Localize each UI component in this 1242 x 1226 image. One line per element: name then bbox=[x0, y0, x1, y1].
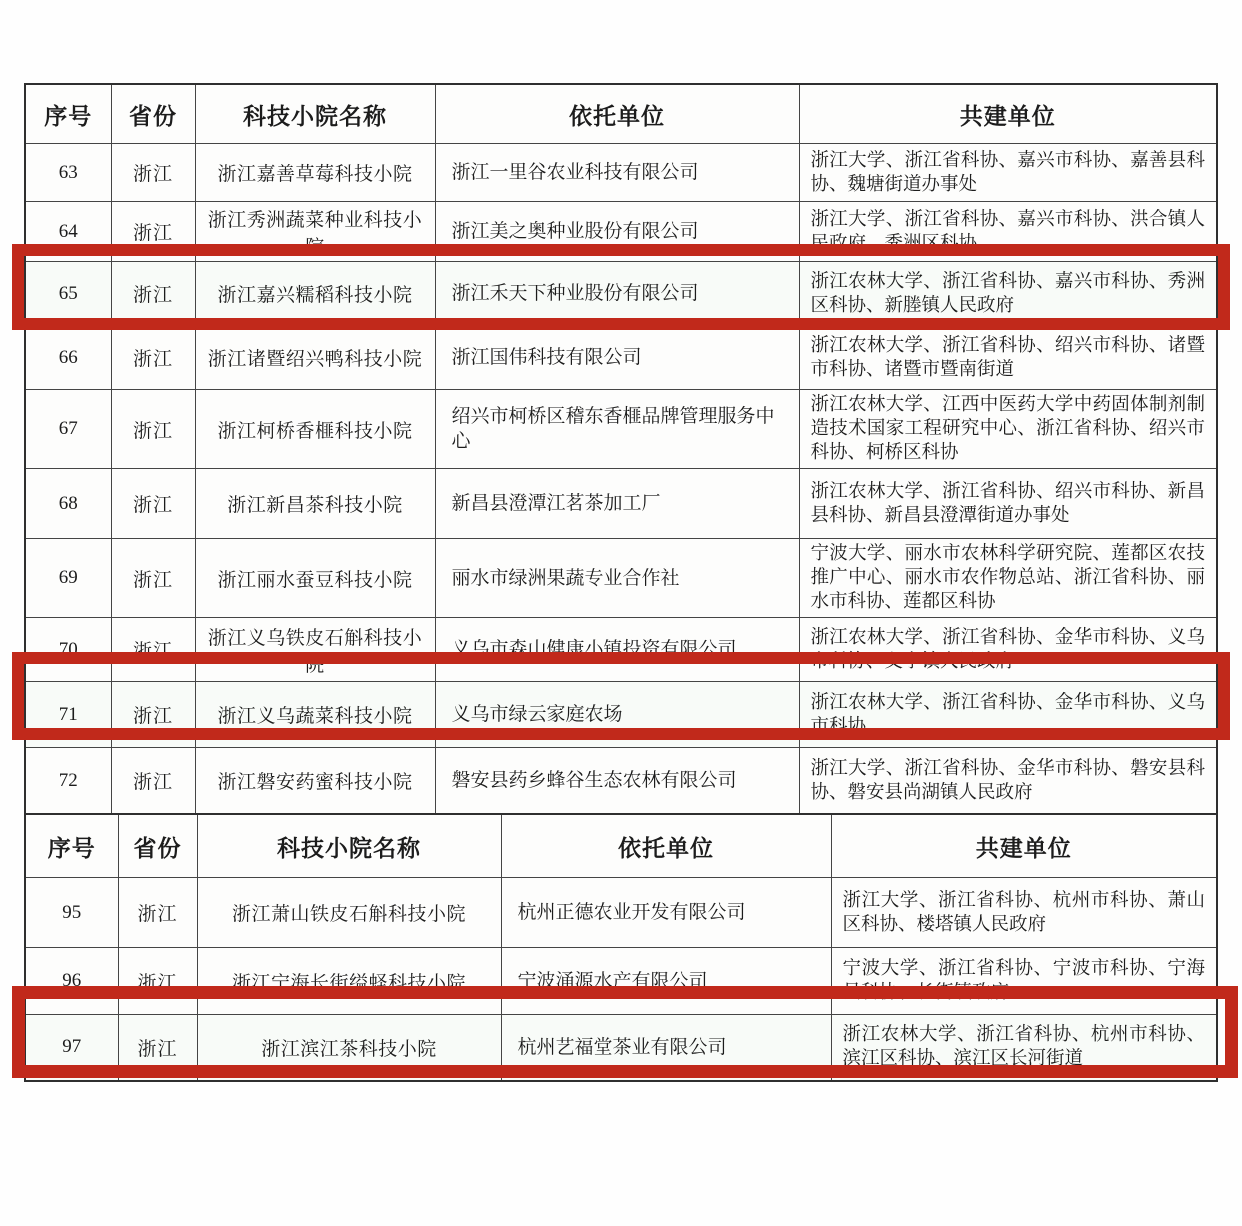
table-row bbox=[25, 202, 1217, 262]
cell-name: 浙江诸暨绍兴鸭科技小院 bbox=[195, 326, 435, 390]
cell-province: 浙江 bbox=[111, 748, 195, 814]
cell-province: 浙江 bbox=[111, 682, 195, 748]
table-row bbox=[25, 878, 1217, 948]
cell-partner-units: 浙江农林大学、浙江省科协、嘉兴市科协、秀洲区科协、新塍镇人民政府 bbox=[799, 262, 1217, 326]
cell-serial: 96 bbox=[25, 948, 118, 1015]
col-header-support-unit: 依托单位 bbox=[435, 84, 799, 144]
cell-province: 浙江 bbox=[118, 948, 197, 1015]
cell-serial: 66 bbox=[25, 326, 111, 390]
cell-name: 浙江义乌铁皮石斛科技小院 bbox=[195, 618, 435, 682]
cell-name: 浙江义乌蔬菜科技小院 bbox=[195, 682, 435, 748]
cell-province: 浙江 bbox=[111, 539, 195, 618]
cell-partner-units: 浙江大学、浙江省科协、嘉兴市科协、嘉善县科协、魏塘街道办事处 bbox=[799, 144, 1217, 202]
cell-support-unit: 浙江禾天下种业股份有限公司 bbox=[435, 262, 799, 326]
col-header-name: 科技小院名称 bbox=[197, 814, 501, 878]
cell-partner-units: 浙江农林大学、浙江省科协、杭州市科协、滨江区科协、滨江区长河街道 bbox=[831, 1015, 1217, 1081]
cell-serial: 67 bbox=[25, 390, 111, 469]
cell-name: 浙江磐安药蜜科技小院 bbox=[195, 748, 435, 814]
cell-name: 浙江秀洲蔬菜种业科技小院 bbox=[195, 202, 435, 262]
cell-support-unit: 宁波涌源水产有限公司 bbox=[501, 948, 831, 1015]
table-row-highlighted-97 bbox=[25, 1015, 1217, 1081]
cell-province: 浙江 bbox=[111, 262, 195, 326]
col-header-partner-units: 共建单位 bbox=[799, 84, 1217, 144]
cell-province: 浙江 bbox=[111, 390, 195, 469]
cell-partner-units: 浙江农林大学、浙江省科协、绍兴市科协、诸暨市科协、诸暨市暨南街道 bbox=[799, 326, 1217, 390]
cell-name: 浙江宁海长街缢蛏科技小院 bbox=[197, 948, 501, 1015]
cell-serial: 63 bbox=[25, 144, 111, 202]
cell-partner-units: 浙江农林大学、浙江省科协、金华市科协、义乌市科协 bbox=[799, 682, 1217, 748]
cell-serial: 70 bbox=[25, 618, 111, 682]
table-row bbox=[25, 948, 1217, 1015]
col-header-serial: 序号 bbox=[25, 84, 111, 144]
cell-serial: 71 bbox=[25, 682, 111, 748]
cell-province: 浙江 bbox=[111, 469, 195, 539]
cell-partner-units: 浙江农林大学、江西中医药大学中药固体制剂制造技术国家工程研究中心、浙江省科协、绍兴市科协、柯桥区科协 bbox=[799, 390, 1217, 469]
col-header-province: 省份 bbox=[111, 84, 195, 144]
cell-name: 浙江柯桥香榧科技小院 bbox=[195, 390, 435, 469]
cell-partner-units: 浙江农林大学、浙江省科协、金华市科协、义乌市科协、义亭镇人民政府 bbox=[799, 618, 1217, 682]
table-row bbox=[25, 539, 1217, 618]
cell-name: 浙江嘉兴糯稻科技小院 bbox=[195, 262, 435, 326]
cell-support-unit: 磐安县药乡蜂谷生态农林有限公司 bbox=[435, 748, 799, 814]
table-row bbox=[25, 469, 1217, 539]
cell-serial: 95 bbox=[25, 878, 118, 948]
table-2-header-row bbox=[25, 814, 1217, 878]
cell-partner-units: 浙江大学、浙江省科协、金华市科协、磐安县科协、磐安县尚湖镇人民政府 bbox=[799, 748, 1217, 814]
table-1-header-row bbox=[25, 84, 1217, 144]
cell-partner-units: 宁波大学、浙江省科协、宁波市科协、宁海县科协、长街镇政府 bbox=[831, 948, 1217, 1015]
table-row bbox=[25, 390, 1217, 469]
cell-name: 浙江新昌茶科技小院 bbox=[195, 469, 435, 539]
col-header-partner-units: 共建单位 bbox=[831, 814, 1217, 878]
cell-province: 浙江 bbox=[111, 618, 195, 682]
cell-partner-units: 浙江大学、浙江省科协、杭州市科协、萧山区科协、楼塔镇人民政府 bbox=[831, 878, 1217, 948]
cell-support-unit: 义乌市森山健康小镇投资有限公司 bbox=[435, 618, 799, 682]
cell-support-unit: 新昌县澄潭江茗茶加工厂 bbox=[435, 469, 799, 539]
cell-support-unit: 杭州正德农业开发有限公司 bbox=[501, 878, 831, 948]
table-row-highlighted-65 bbox=[25, 262, 1217, 326]
col-header-serial: 序号 bbox=[25, 814, 118, 878]
cell-name: 浙江丽水蚕豆科技小院 bbox=[195, 539, 435, 618]
table-row bbox=[25, 748, 1217, 814]
cell-support-unit: 丽水市绿洲果蔬专业合作社 bbox=[435, 539, 799, 618]
table-row-highlighted-71 bbox=[25, 682, 1217, 748]
cell-province: 浙江 bbox=[111, 202, 195, 262]
table-row bbox=[25, 326, 1217, 390]
cell-province: 浙江 bbox=[118, 878, 197, 948]
cell-name: 浙江滨江茶科技小院 bbox=[197, 1015, 501, 1081]
cell-support-unit: 浙江一里谷农业科技有限公司 bbox=[435, 144, 799, 202]
cell-support-unit: 绍兴市柯桥区稽东香榧品牌管理服务中心 bbox=[435, 390, 799, 469]
col-header-support-unit: 依托单位 bbox=[501, 814, 831, 878]
cell-province: 浙江 bbox=[111, 144, 195, 202]
cell-support-unit: 浙江国伟科技有限公司 bbox=[435, 326, 799, 390]
table-row bbox=[25, 144, 1217, 202]
cell-partner-units: 浙江农林大学、浙江省科协、绍兴市科协、新昌县科协、新昌县澄潭街道办事处 bbox=[799, 469, 1217, 539]
table-2 bbox=[24, 813, 1218, 1082]
cell-serial: 65 bbox=[25, 262, 111, 326]
cell-province: 浙江 bbox=[118, 1015, 197, 1081]
cell-support-unit: 义乌市绿云家庭农场 bbox=[435, 682, 799, 748]
table-row bbox=[25, 618, 1217, 682]
col-header-name: 科技小院名称 bbox=[195, 84, 435, 144]
cell-name: 浙江萧山铁皮石斛科技小院 bbox=[197, 878, 501, 948]
cell-support-unit: 杭州艺福堂茶业有限公司 bbox=[501, 1015, 831, 1081]
cell-support-unit: 浙江美之奥种业股份有限公司 bbox=[435, 202, 799, 262]
cell-serial: 97 bbox=[25, 1015, 118, 1081]
cell-serial: 72 bbox=[25, 748, 111, 814]
cell-name: 浙江嘉善草莓科技小院 bbox=[195, 144, 435, 202]
cell-province: 浙江 bbox=[111, 326, 195, 390]
table-1 bbox=[24, 83, 1218, 827]
cell-partner-units: 宁波大学、丽水市农林科学研究院、莲都区农技推广中心、丽水市农作物总站、浙江省科协、丽水市科协、莲都区科协 bbox=[799, 539, 1217, 618]
cell-serial: 68 bbox=[25, 469, 111, 539]
cell-serial: 69 bbox=[25, 539, 111, 618]
col-header-province: 省份 bbox=[118, 814, 197, 878]
cell-serial: 64 bbox=[25, 202, 111, 262]
cell-partner-units: 浙江大学、浙江省科协、嘉兴市科协、洪合镇人民政府、秀洲区科协 bbox=[799, 202, 1217, 262]
